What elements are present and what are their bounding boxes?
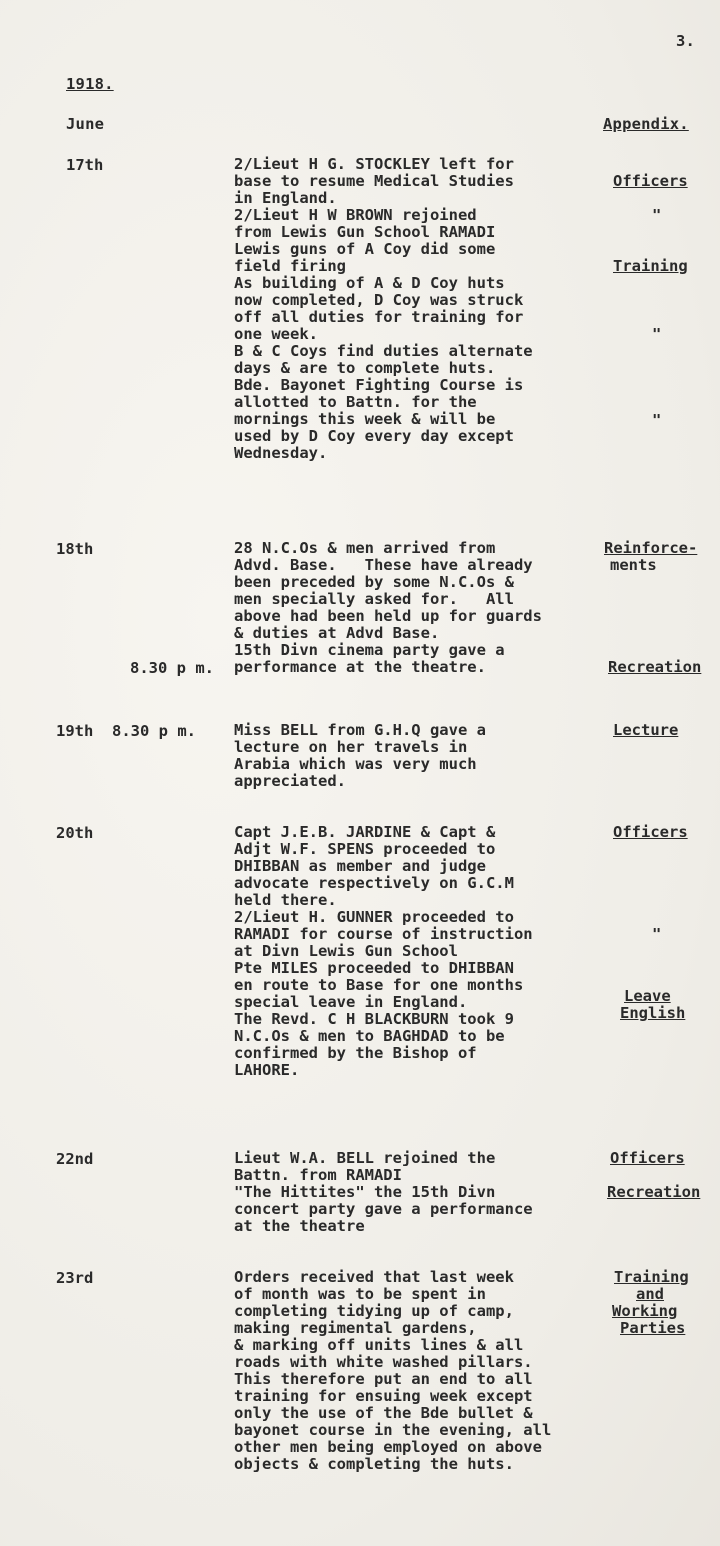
entry-line: now completed, D Coy was struck: [234, 291, 524, 309]
appendix-ref: Officers: [610, 1149, 685, 1167]
entry-line: off all duties for training for: [234, 308, 524, 326]
entry-line: base to resume Medical Studies: [234, 172, 514, 190]
entry-line: men specially asked for. All: [234, 590, 514, 608]
page-number: 3.: [676, 32, 696, 50]
entry-line: at Divn Lewis Gun School: [234, 942, 458, 960]
entry-line: 2/Lieut H W BROWN rejoined: [234, 206, 477, 224]
year-heading: 1918.: [66, 75, 114, 93]
entry-line: only the use of the Bde bullet &: [234, 1404, 533, 1422]
appendix-ref: Reinforce-: [604, 539, 698, 557]
entry-line: 15th Divn cinema party gave a: [234, 641, 505, 659]
entry-date: 23rd: [56, 1269, 94, 1287]
entry-line: en route to Base for one months: [234, 976, 524, 994]
entry-line: 2/Lieut H. GUNNER proceeded to: [234, 908, 514, 926]
entry-line: objects & completing the huts.: [234, 1455, 514, 1473]
entry-line: making regimental gardens,: [234, 1319, 477, 1337]
entry-date: 19th: [56, 722, 94, 740]
appendix-ref: ": [652, 206, 662, 224]
entry-text: [234, 540, 634, 676]
entry-line: one week.: [234, 325, 318, 343]
entry-line: used by D Coy every day except: [234, 427, 514, 445]
entry-line: appreciated.: [234, 772, 346, 790]
entry-line: at the theatre: [234, 1217, 365, 1235]
entry-line: LAHORE.: [234, 1061, 300, 1079]
entry-line: Pte MILES proceeded to DHIBBAN: [234, 959, 514, 977]
appendix-heading: Appendix.: [603, 115, 689, 133]
entry-line: special leave in England.: [234, 993, 468, 1011]
entry-line: 28 N.C.Os & men arrived from: [234, 539, 496, 557]
entry-line: from Lewis Gun School RAMADI: [234, 223, 496, 241]
entry-date: 20th: [56, 824, 94, 842]
entry-line: The Revd. C H BLACKBURN took 9: [234, 1010, 514, 1028]
appendix-ref: Officers: [613, 823, 688, 841]
entry-line: & marking off units lines & all: [234, 1336, 524, 1354]
entry-line: "The Hittites" the 15th Divn: [234, 1183, 496, 1201]
appendix-ref: Training: [614, 1268, 689, 1286]
entry-text: [234, 824, 634, 1079]
entry-line: held there.: [234, 891, 337, 909]
appendix-ref: Recreation: [607, 1183, 701, 1201]
entry-line: As building of A & D Coy huts: [234, 274, 505, 292]
entry-line: Adjt W.F. SPENS proceeded to: [234, 840, 496, 858]
entry-line: Miss BELL from G.H.Q gave a: [234, 721, 486, 739]
entry-line: Capt J.E.B. JARDINE & Capt &: [234, 823, 496, 841]
entry-text: [234, 1150, 634, 1235]
entry-time: 8.30 p m.: [112, 722, 196, 740]
appendix-ref: Working: [612, 1302, 678, 1320]
entry-line: field firing: [234, 257, 346, 275]
entry-date: 17th: [66, 156, 104, 174]
entry-date: 22nd: [56, 1150, 94, 1168]
appendix-ref: English: [620, 1004, 686, 1022]
appendix-ref: Officers: [613, 172, 688, 190]
entry-time: 8.30 p m.: [130, 659, 214, 677]
entry-line: performance at the theatre.: [234, 658, 486, 676]
entry-line: roads with white washed pillars.: [234, 1353, 533, 1371]
appendix-ref: Training: [613, 257, 688, 275]
entry-text: [234, 722, 634, 790]
entry-line: & duties at Advd Base.: [234, 624, 440, 642]
entry-line: Orders received that last week: [234, 1268, 514, 1286]
entry-line: Arabia which was very much: [234, 755, 477, 773]
entry-line: confirmed by the Bishop of: [234, 1044, 477, 1062]
entry-line: Bde. Bayonet Fighting Course is: [234, 376, 524, 394]
appendix-ref: ments: [610, 556, 657, 574]
entry-line: in England.: [234, 189, 337, 207]
entry-line: concert party gave a performance: [234, 1200, 533, 1218]
entry-line: 2/Lieut H G. STOCKLEY left for: [234, 155, 514, 173]
entry-text: [234, 156, 634, 462]
appendix-ref: Parties: [620, 1319, 686, 1337]
entry-line: Wednesday.: [234, 444, 328, 462]
entry-line: advocate respectively on G.C.M: [234, 874, 514, 892]
entry-line: Battn. from RAMADI: [234, 1166, 402, 1184]
entry-line: lecture on her travels in: [234, 738, 468, 756]
entry-line: been preceded by some N.C.Os &: [234, 573, 514, 591]
appendix-ref: Lecture: [613, 721, 679, 739]
entry-line: Lewis guns of A Coy did some: [234, 240, 496, 258]
entry-line: N.C.Os & men to BAGHDAD to be: [234, 1027, 505, 1045]
appendix-ref: ": [652, 411, 662, 429]
entry-line: allotted to Battn. for the: [234, 393, 477, 411]
entry-line: DHIBBAN as member and judge: [234, 857, 486, 875]
entry-line: above had been held up for guards: [234, 607, 542, 625]
appendix-ref: and: [636, 1285, 664, 1303]
entry-line: training for ensuing week except: [234, 1387, 533, 1405]
entry-line: RAMADI for course of instruction: [234, 925, 533, 943]
entry-line: mornings this week & will be: [234, 410, 496, 428]
entry-line: completing tidying up of camp,: [234, 1302, 514, 1320]
month-heading: June: [66, 115, 105, 133]
entry-line: days & are to complete huts.: [234, 359, 496, 377]
entry-line: Lieut W.A. BELL rejoined the: [234, 1149, 496, 1167]
appendix-ref: ": [652, 325, 662, 343]
appendix-ref: Recreation: [608, 658, 702, 676]
entry-line: B & C Coys find duties alternate: [234, 342, 533, 360]
entry-line: Advd. Base. These have already: [234, 556, 533, 574]
appendix-ref: ": [652, 925, 662, 943]
entry-line: other men being employed on above: [234, 1438, 542, 1456]
entry-line: bayonet course in the evening, all: [234, 1421, 552, 1439]
entry-date: 18th: [56, 540, 94, 558]
appendix-ref: Leave: [624, 987, 671, 1005]
entry-line: of month was to be spent in: [234, 1285, 486, 1303]
entry-line: This therefore put an end to all: [234, 1370, 533, 1388]
entry-text: [234, 1269, 634, 1473]
